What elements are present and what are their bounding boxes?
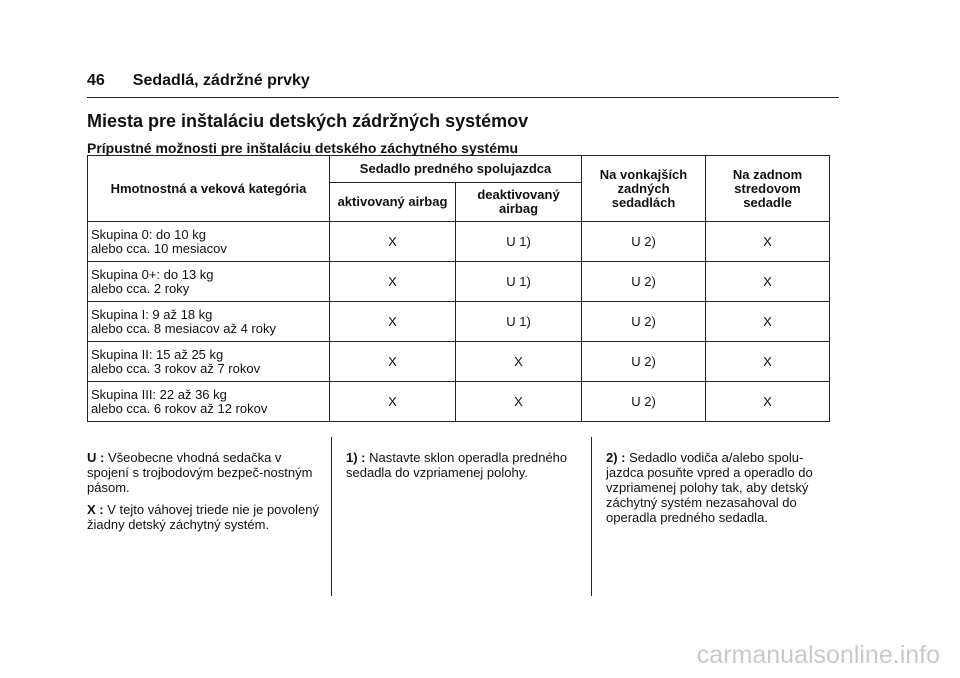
airbag-inactive-cell: U 1) — [456, 302, 582, 342]
age-range: alebo cca. 6 rokov až 12 rokov — [91, 400, 268, 416]
outer-rear-cell: U 2) — [582, 342, 706, 382]
table-row — [88, 262, 830, 302]
weight-range: Skupina 0: do 10 kg — [91, 226, 206, 242]
center-rear-cell: X — [706, 302, 830, 342]
airbag-inactive-cell: X — [456, 342, 582, 382]
outer-rear-cell: U 2) — [582, 382, 706, 422]
header-outer-rear-seats: Na vonkajších zadných sedadlách — [582, 156, 706, 222]
notes-column-3 — [606, 450, 840, 532]
table-title: Prípustné možnosti pre inštaláciu detského záchytného systému — [87, 140, 518, 156]
header-center-rear-seat: Na zadnom stredovom sedadle — [706, 156, 830, 222]
weight-category-cell — [88, 342, 330, 382]
age-range: alebo cca. 2 roky — [91, 280, 190, 296]
airbag-active-cell: X — [330, 342, 456, 382]
outer-rear-cell: U 2) — [582, 302, 706, 342]
page-header — [87, 72, 839, 90]
header-weight-category: Hmotnostná a veková kategória — [88, 156, 330, 222]
table-row — [88, 382, 830, 422]
age-range: alebo cca. 8 mesiacov až 4 roky — [91, 320, 276, 336]
column-divider-1 — [331, 437, 332, 596]
weight-range: Skupina I: 9 až 18 kg — [91, 306, 213, 322]
weight-category-cell — [88, 222, 330, 262]
header-airbag-active: aktivovaný airbag — [330, 183, 456, 222]
weight-range: Skupina 0+: do 13 kg — [91, 266, 214, 282]
airbag-inactive-cell: X — [456, 382, 582, 422]
airbag-active-cell: X — [330, 382, 456, 422]
note-u: U : Všeobecne vhodná sedačka v spojení s trojbodovým bezpeč-nostným pásom. — [87, 450, 313, 495]
section-title: Miesta pre inštaláciu detských zádržných systémov — [87, 111, 529, 131]
airbag-inactive-cell: U 1) — [456, 222, 582, 262]
outer-rear-cell: U 2) — [582, 222, 706, 262]
header-divider — [87, 97, 839, 98]
airbag-active-cell: X — [330, 302, 456, 342]
notes-column-2 — [346, 450, 580, 487]
page-number: 46 — [87, 72, 105, 89]
weight-category-cell — [88, 302, 330, 342]
weight-category-cell — [88, 262, 330, 302]
note-2: 2) : Sedadlo vodiča a/alebo spolu-jazdca posuňte vpred a operadlo do vzpriamenej polohy tak, aby detský záchytný systém nezasahoval do operadla predného sedadla. — [606, 450, 813, 525]
airbag-active-cell: X — [330, 262, 456, 302]
column-divider-2 — [591, 437, 592, 596]
age-range: alebo cca. 3 rokov až 7 rokov — [91, 360, 261, 376]
weight-range: Skupina III: 22 až 36 kg — [91, 386, 227, 402]
note-x: X : V tejto váhovej triede nie je povolený žiadny detský záchytný systém. — [87, 502, 319, 532]
header-airbag-inactive: deaktivovaný airbag — [456, 183, 582, 222]
outer-rear-cell: U 2) — [582, 262, 706, 302]
child-seat-table — [87, 155, 830, 422]
table-row — [88, 222, 830, 262]
center-rear-cell: X — [706, 342, 830, 382]
watermark: carmanualsonline.info — [696, 641, 940, 669]
chapter-title: Sedadlá, zádržné prvky — [132, 72, 310, 89]
airbag-inactive-cell: U 1) — [456, 262, 582, 302]
center-rear-cell: X — [706, 222, 830, 262]
age-range: alebo cca. 10 mesiacov — [91, 240, 227, 256]
center-rear-cell: X — [706, 262, 830, 302]
header-front-seat: Sedadlo predného spolujazdca — [330, 156, 582, 183]
notes-column-1 — [87, 450, 321, 539]
center-rear-cell: X — [706, 382, 830, 422]
weight-category-cell — [88, 382, 330, 422]
weight-range: Skupina II: 15 až 25 kg — [91, 346, 224, 362]
table-row — [88, 302, 830, 342]
note-1: 1) : Nastavte sklon operadla predného sedadla do vzpriamenej polohy. — [346, 450, 568, 480]
airbag-active-cell: X — [330, 222, 456, 262]
table-row — [88, 342, 830, 382]
